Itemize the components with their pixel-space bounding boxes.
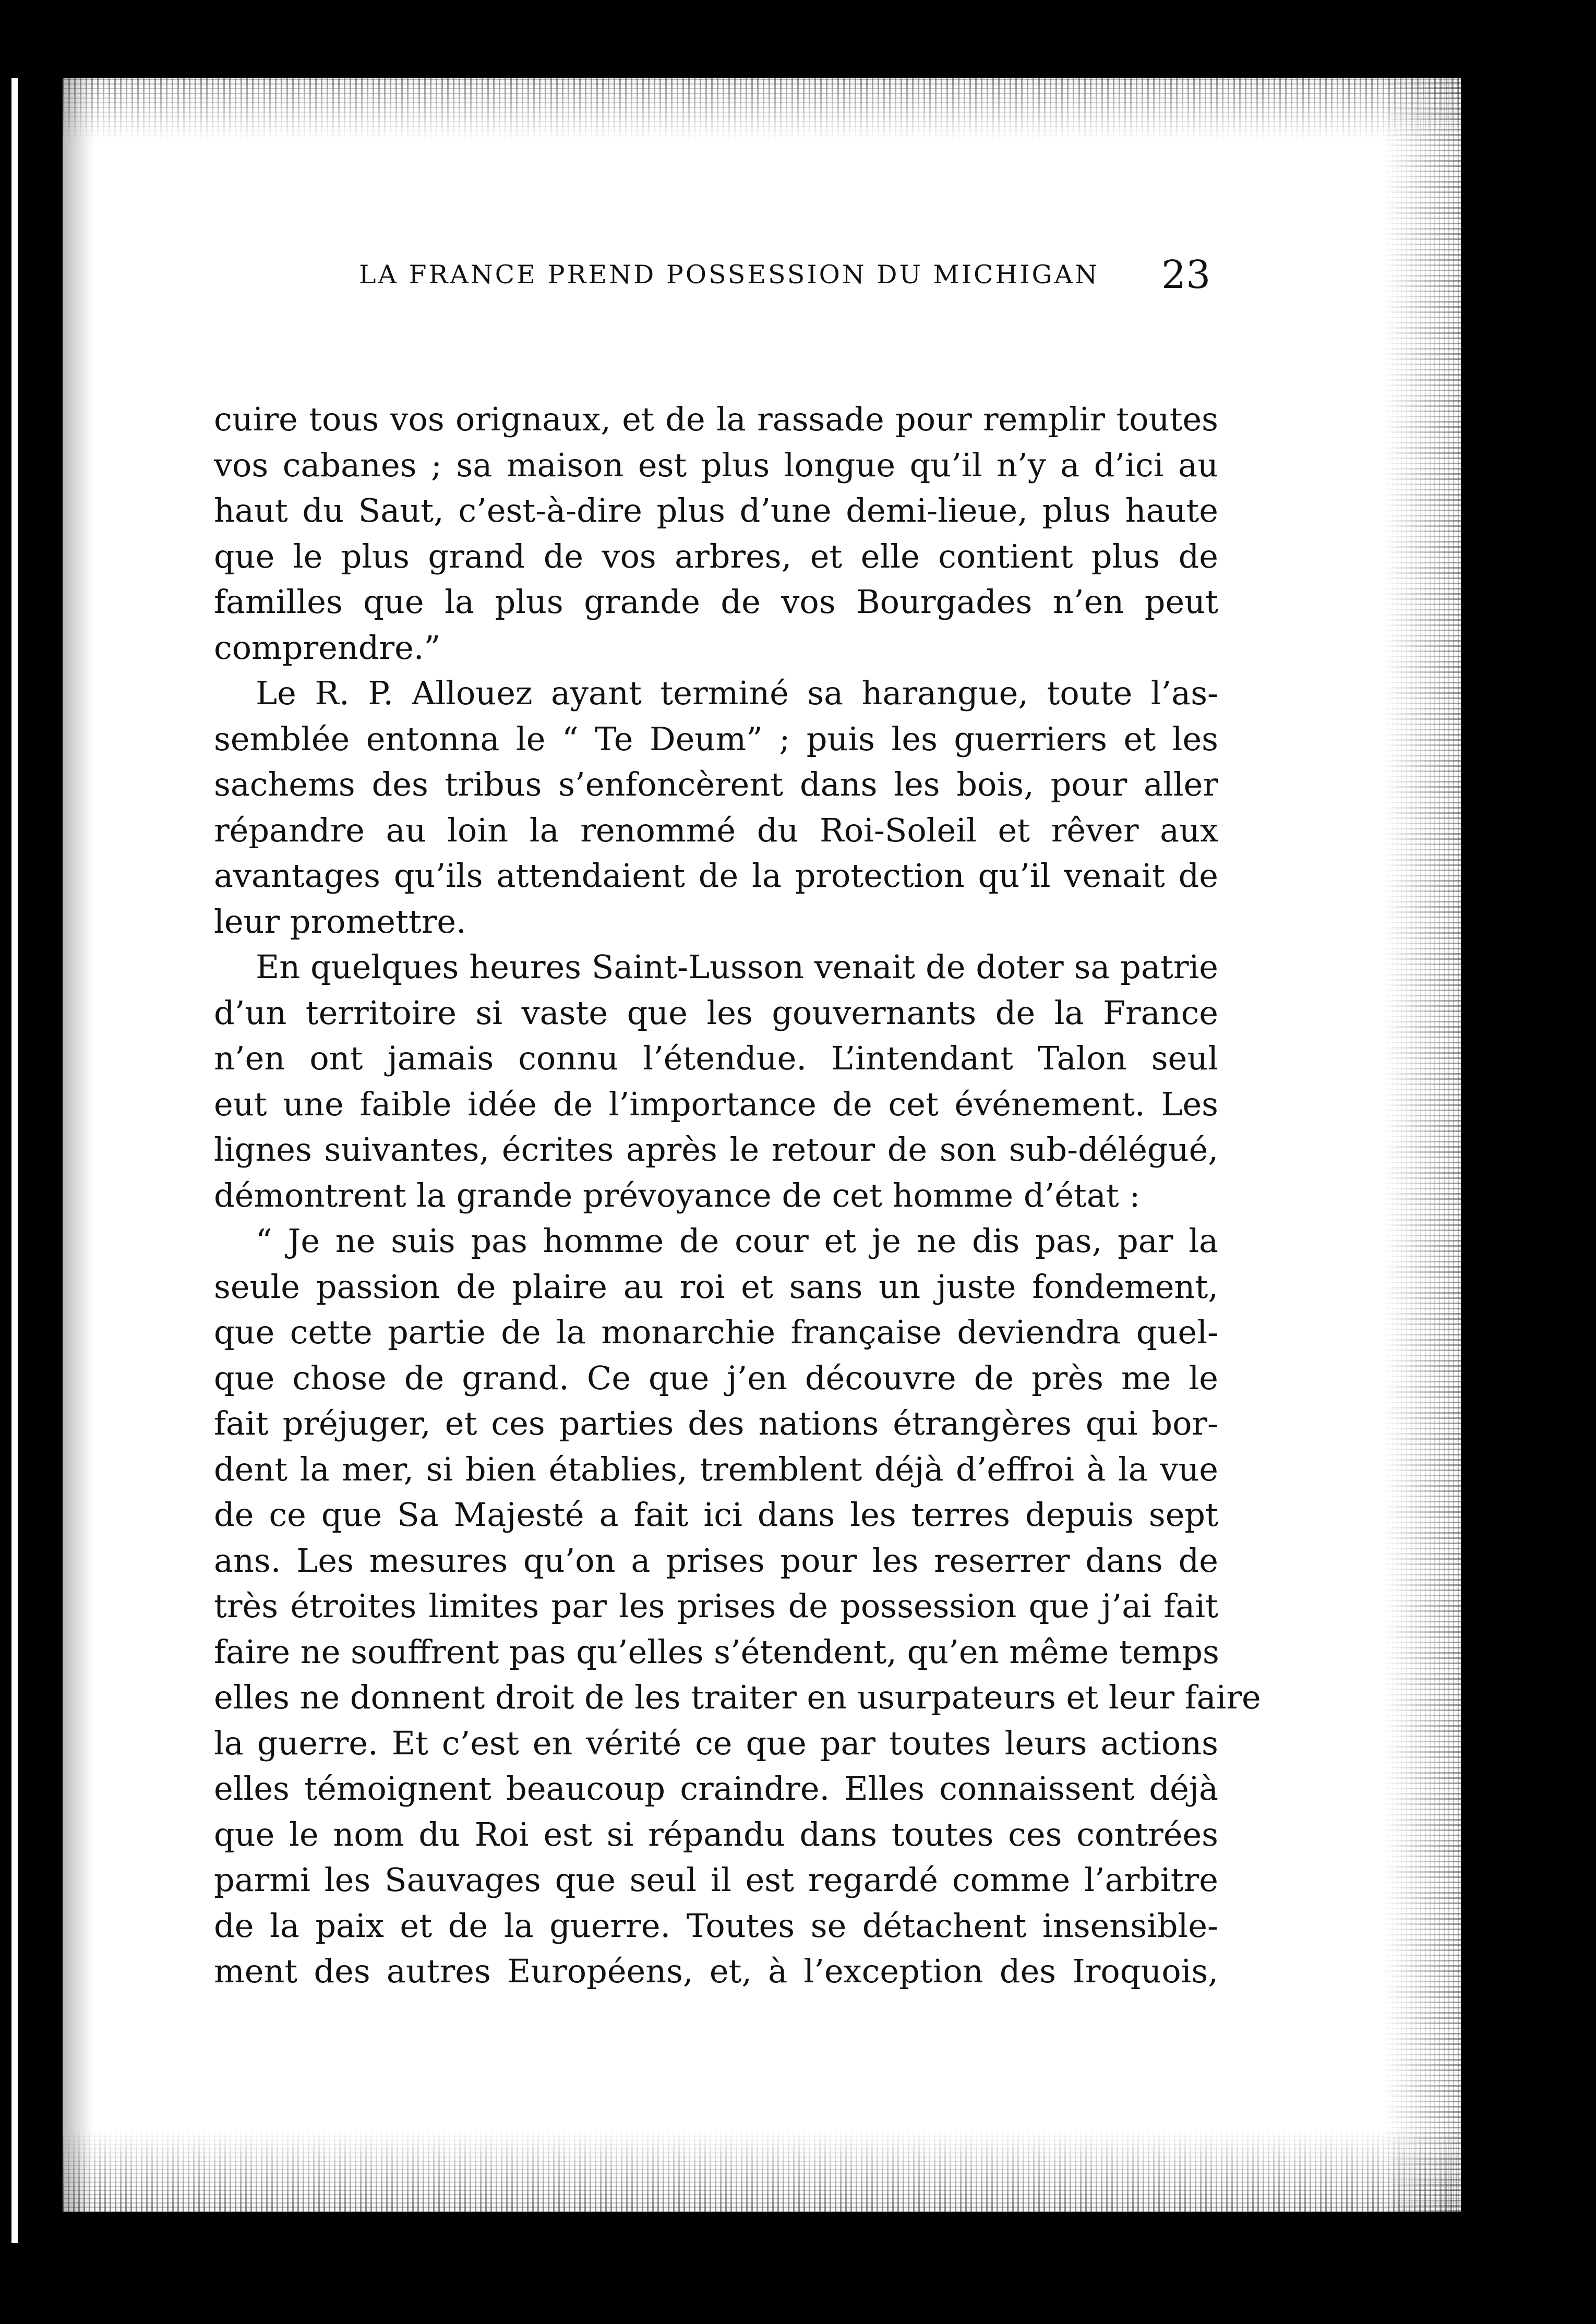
text-line: de la paix et de la guerre. Toutes se détachent insensible- xyxy=(214,1906,1218,1945)
text-line: leur promettre. xyxy=(214,902,466,941)
text-line: de ce que Sa Majesté a fait ici dans les terres depuis sept xyxy=(214,1496,1218,1534)
text-line: que cette partie de la monarchie française deviendra quel- xyxy=(214,1313,1218,1351)
text-line: comprendre.” xyxy=(214,628,441,667)
text-line: haut du Saut, c’est-à-dire plus d’une demi-lieue, plus haute xyxy=(214,491,1218,529)
text-line: sachems des tribus s’enfoncèrent dans les bois, pour aller xyxy=(214,765,1218,803)
text-line: que le nom du Roi est si répandu dans toutes ces contrées xyxy=(214,1815,1218,1853)
text-line: dent la mer, si bien établies, tremblent déjà d’effroi à la vue xyxy=(214,1450,1218,1488)
text-line: ans. Les mesures qu’on a prises pour les reserrer dans de xyxy=(214,1541,1218,1580)
paragraph-start-line: En quelques heures Saint-Lusson venait de doter sa patrie xyxy=(256,948,1218,986)
text-line: répandre au loin la renommé du Roi-Soleil et rêver aux xyxy=(214,811,1218,849)
paragraph-start-line: Le R. P. Allouez ayant terminé sa harangue, toute l’as- xyxy=(256,674,1218,712)
text-line: la guerre. Et c’est en vérité ce que par toutes leurs actions xyxy=(214,1724,1218,1762)
text-line: vos cabanes ; sa maison est plus longue qu’il n’y a d’ici au xyxy=(214,445,1218,484)
text-line: faire ne souffrent pas qu’elles s’étendent, qu’en même temps xyxy=(214,1632,1219,1671)
text-line: fait préjuger, et ces parties des nations étrangères qui bor- xyxy=(214,1404,1218,1442)
running-head-title: LA FRANCE PREND POSSESSION DU MICHIGAN xyxy=(359,260,1099,290)
text-line: cuire tous vos orignaux, et de la rassade pour remplir toutes xyxy=(214,400,1218,438)
scan-shadow-left xyxy=(63,78,94,2212)
text-line: que chose de grand. Ce que j’en découvre de près me le xyxy=(214,1358,1218,1397)
text-line: très étroites limites par les prises de possession que j’ai fait xyxy=(214,1587,1218,1625)
text-line: seule passion de plaire au roi et sans un juste fondement, xyxy=(214,1267,1218,1306)
page-number: 23 xyxy=(1161,252,1211,297)
text-line: familles que la plus grande de vos Bourgades n’en peut xyxy=(214,583,1218,621)
text-line: avantages qu’ils attendaient de la protection qu’il venait de xyxy=(214,857,1218,895)
text-line: n’en ont jamais connu l’étendue. L’intendant Talon seul xyxy=(214,1039,1218,1077)
scan-noise-bottom xyxy=(63,2128,1461,2212)
body-text xyxy=(214,396,1261,1994)
text-line: eut une faible idée de l’importance de cet événement. Les xyxy=(214,1085,1218,1123)
text-line: que le plus grand de vos arbres, et elle contient plus de xyxy=(214,537,1218,575)
paragraph-start-line: “ Je ne suis pas homme de cour et je ne dis pas, par la xyxy=(256,1222,1218,1260)
text-line: semblée entonna le “ Te Deum” ; puis les guerriers et les xyxy=(214,719,1218,758)
running-head xyxy=(0,252,1596,322)
text-line: ment des autres Européens, et, à l’exception des Iroquois, xyxy=(214,1952,1218,1990)
scan-noise-right xyxy=(1383,78,1461,2212)
text-line: démontrent la grande prévoyance de cet homme d’état : xyxy=(214,1176,1141,1214)
text-line: lignes suivantes, écrites après le retour de son sub-délégué, xyxy=(214,1130,1218,1169)
text-line: elles témoignent beaucoup craindre. Elles connaissent déjà xyxy=(214,1769,1218,1808)
text-line: parmi les Sauvages que seul il est regardé comme l’arbitre xyxy=(214,1861,1218,1899)
text-line: d’un territoire si vaste que les gouvernants de la France xyxy=(214,993,1218,1032)
page-edge-left xyxy=(11,78,18,2243)
text-line: elles ne donnent droit de les traiter en usurpateurs et leur faire xyxy=(214,1678,1261,1716)
scan-noise-top xyxy=(63,78,1461,141)
